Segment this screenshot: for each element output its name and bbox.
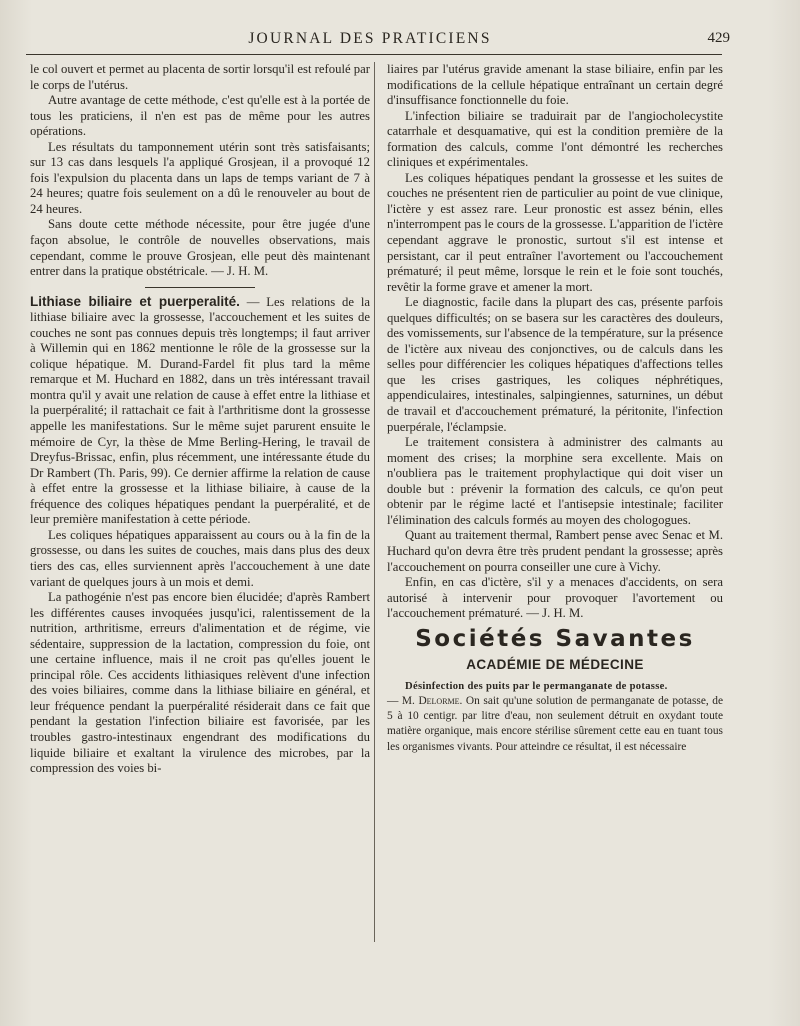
right-column <box>387 62 723 755</box>
paragraph-text: On sait qu'une solution de permanganate de potasse, de 5 à 10 centigr. par litre d'eau, non seulement détruit en oxydant toute matière organique, mais encore stérilise sûrement cette eau en tuant tous les organismes vivants. Pour atteindre ce résultat, il est nécessaire <box>387 694 724 753</box>
paragraph: Les résultats du tamponnement utérin sont très satisfaisants; sur 13 cas dans lesquels l'a appliqué Grosjean, il a provoqué 12 fois l'expulsion du placenta dans un laps de temps variant de 7 à 24 heures; quatre fois seulement on a dû le renouveler au bout de 24 heures. <box>30 139 370 216</box>
paragraph: Autre avantage de cette méthode, c'est qu'elle est à la portée de tous les praticiens, il n'en est pas de même pour les autres opérations. <box>30 93 370 139</box>
sub-heading: Désinfection des puits par le permanganate de potasse. <box>405 680 668 692</box>
section-title: Lithiase biliaire et puerperalité. <box>30 293 240 309</box>
paragraph: le col ouvert et permet au placenta de sortir lorsqu'il est refoulé par le corps de l'utérus. <box>30 62 370 92</box>
paragraph-text: — Les relations de la lithiase biliaire avec la grossesse, l'accouchement et les suites de couches ne sont pas connues depuis très longtemps; il faut arriver à Willemin qui en 1862 mentionne le rôle de la grossesse sur la colique hépatique. M. Durand-Fardel fit plus tard la même remarque et M. Huchard en 1882, dans un très intéressant travail montra qu'il y avait une relation de cause à effet entre la lithiase et la puerpéralité; il rattachait ce fait à l'arthritisme dont la grossesse appelle les manifestations. Sur le même sujet parurent ensuite le mémoire de Cyr, la thèse de Mme Berling-Hering, le travail de Dreyfus-Brissac, enfin, plus récemment, une intéressante étude du Dr Rambert (Th. Paris, 99). Ce dernier affirme la relation de cause à effet entre la grossesse et la lithiase biliaire, à cause de la fréquence des coliques hépatiques pendant la puerpéralité, et de leur première manifestation à cette période. <box>30 294 370 527</box>
academie-heading: ACADÉMIE DE MÉDECINE <box>466 657 644 673</box>
paragraph: Le diagnostic, facile dans la plupart des cas, présente parfois quelques difficultés; on se basera sur les caractères des douleurs, des vomissements, sur l'absence de la température, sur la présence de l'ictère aux niveau des conjonctives, ou de calculs dans les selles pour différencier les coliques hépatiques d'affections telles que les crises gastriques, les coliques néphrétiques, appendiculaires, intestinales, salpingiennes, saturnines, un début de travail et d'accouchement prématuré, la péritonite, l'infection puerpérale, l'éclampsie. <box>387 295 723 434</box>
paragraph: La pathogénie n'est pas encore bien élucidée; d'après Rambert les différentes causes invoquées jusqu'ici, ralentissement de la nutrition, arthritisme, erreurs d'alimentation et de régime, vie sédentaire, suppression de la lactation, compression du foie, ont une certaine influence, mais il ne croit pas qu'elles jouent le principal rôle. Ces accidents lithiasiques relèvent d'une infection des voies biliaires, comme dans la lithiase biliaire en général, et leur fréquence pendant la puerpéralité résiderait dans ce fait que pendant la gestation l'infection biliaire est favorisée, par les troubles gastro-intestinaux engendrant des modifications du liquide biliaire et exaltant la virulence des microbes, par la compression des voies bi- <box>30 590 370 776</box>
paragraph: Enfin, en cas d'ictère, s'il y a menaces d'accidents, on sera autorisé à intervenir pour provoquer l'avortement ou l'accouchement prématuré. — J. H. M. <box>387 575 723 621</box>
column-divider <box>374 62 375 942</box>
paragraph: L'infection biliaire se traduirait par de l'angiocholecystite catarrhale et desquamative, qui est la condition première de la formation des calculs, comme l'ont démontré les recherches cliniques et expérimentales. <box>387 108 723 170</box>
author-name: Delorme. <box>418 694 463 707</box>
page-header <box>20 30 730 54</box>
header-rule <box>26 54 722 55</box>
societes-savantes-heading: Sociétés Savantes <box>415 625 695 652</box>
paragraph: Les coliques hépatiques pendant la grossesse et les suites de couches ne présentent rien de particulier au point de vue clinique, l'ictère y est assez rare. Leur pronostic est assez bénin, elles n'interrompent pas le cours de la grossesse. L'apparition de l'ictère cependant aggrave le pronostic, surtout s'il est intense et persistant, car il peut entraîner l'avortement ou l'accouchement prématuré; il peut même, lorsque le rein et le foie sont touchés, revêtir la forme grave et amener la mort. <box>387 170 723 294</box>
left-column <box>30 62 370 777</box>
academie-paragraph <box>387 679 723 755</box>
paragraph: Sans doute cette méthode nécessite, pour être jugée d'une façon absolue, le contrôle de nouvelles observations, mais cependant, comme le prouve Grosjean, elle peut dès maintenant entrer dans la pratique obstétricale. — J. H. M. <box>30 217 370 279</box>
section-separator <box>145 287 255 288</box>
paragraph: Quant au traitement thermal, Rambert pense avec Senac et M. Huchard qu'on devra être très prudent pendant la grossesse; après l'accouchement on pourra conseiller une cure à Vichy. <box>387 528 723 574</box>
paragraph: Le traitement consistera à administrer des calmants au moment des crises; la morphine sera excellente. Mais on n'oubliera pas le traitement prophylactique qui doit viser un double but : prévenir la formation des calculs, ce qu'on peut obtenir par le régime lacté et l'antisepsie intestinale; faciliter l'élimination des calculs formés au moyen des chologogues. <box>387 435 723 527</box>
section-paragraph <box>30 294 370 528</box>
running-title: JOURNAL DES PRATICIENS <box>248 30 492 47</box>
paragraph: liaires par l'utérus gravide amenant la stase biliaire, enfin par les modifications de la cellule hépatique entraînant un certain degré d'insuffisance fonctionnelle du foie. <box>387 62 723 108</box>
paragraph-text: — M. <box>387 694 419 707</box>
page-number: 429 <box>707 30 730 46</box>
paragraph: Les coliques hépatiques apparaissent au cours ou à la fin de la grossesse, ou dans les suites de couches, mais dans plus des deux tiers des cas, elles surviennent après l'accouchement à une date variant de quelques jours à un mois et demi. <box>30 527 370 589</box>
